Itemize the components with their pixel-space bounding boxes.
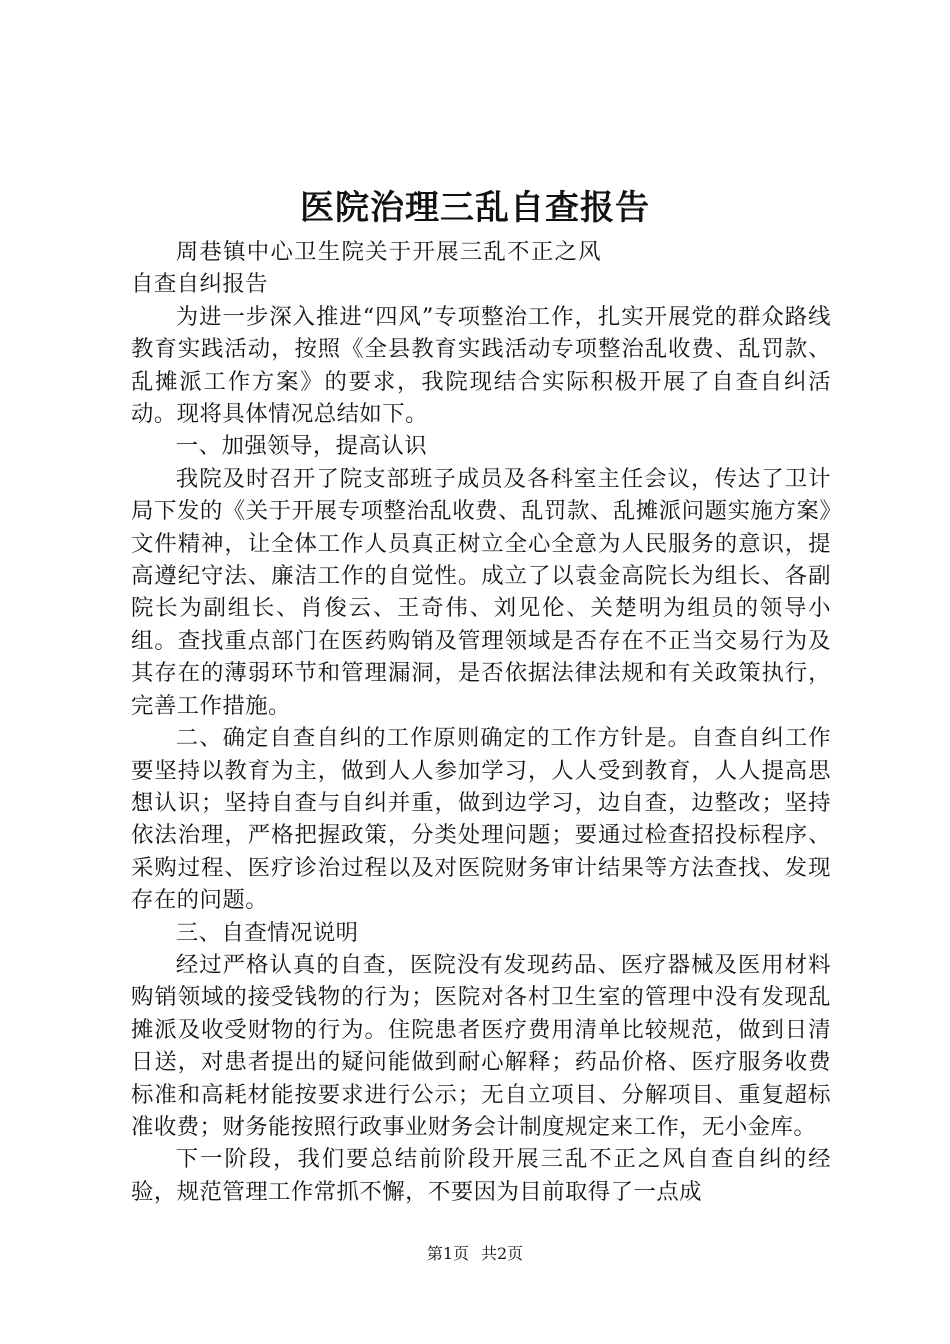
paragraph-section-2: 二、确定自查自纠的工作原则确定的工作方针是。自查自纠工作要坚持以教育为主，做到人人参加学习，人人受到教育，人人提高思想认识；坚持自查与自纠并重，做到边学习，边自查，边整改；坚持依法治理，严格把握政策，分类处理问题；要通过检查招投标程序、采购过程、医疗诊治过程以及对医院财务审计结果等方法查找、发现存在的问题。 [131,725,831,914]
page-total: 共2页 [481,1244,524,1263]
document-subtitle: 周巷镇中心卫生院关于开展三乱不正之风自查自纠报告 [131,239,601,298]
page-number: 第1页 [426,1244,469,1263]
paragraph-section-1: 我院及时召开了院支部班子成员及各科室主任会议，传达了卫计局下发的《关于开展专项整治乱收费、乱罚款、乱摊派问题实施方案》文件精神，让全体工作人员真正树立全心全意为人民服务的意识，提高遵纪守法、廉洁工作的自觉性。成立了以袁金高院长为组长、各副院长为副组长、肖俊云、王奇伟、刘见伦、关楚明为组员的领导小组。查找重点部门在医药购销及管理领域是否存在不正当交易行为及其存在的薄弱环节和管理漏洞，是否依据法律法规和有关政策执行，完善工作措施。 [131,465,831,719]
document-title: 医院治理三乱自查报告 [300,188,650,228]
section-heading-3: 三、自查情况说明 [175,919,359,946]
paragraph-section-3: 经过严格认真的自查，医院没有发现药品、医疗器械及医用材料购销领域的接受钱物的行为；医院对各村卫生室的管理中没有发现乱摊派及收受财物的行为。住院患者医疗费用清单比较规范，做到日清日送，对患者提出的疑问能做到耐心解释；药品价格、医疗服务收费标准和高耗材能按要求进行公示；无自立项目、分解项目、重复超标准收费；财务能按照行政事业财务会计制度规定来工作，无小金库。 [131,951,831,1140]
section-heading-1: 一、加强领导，提高认识 [175,433,428,460]
document-body [131,236,831,1208]
page-footer [0,1242,950,1266]
paragraph-next-stage: 下一阶段，我们要总结前阶段开展三乱不正之风自查自纠的经验，规范管理工作常抓不懈，不要因为目前取得了一点成 [131,1146,831,1205]
paragraph-intro: 为进一步深入推进“四风”专项整治工作，扎实开展党的群众路线教育实践活动，按照《全县教育实践活动专项整治乱收费、乱罚款、乱摊派工作方案》的要求，我院现结合实际积极开展了自查自纠活动。现将具体情况总结如下。 [131,303,831,428]
